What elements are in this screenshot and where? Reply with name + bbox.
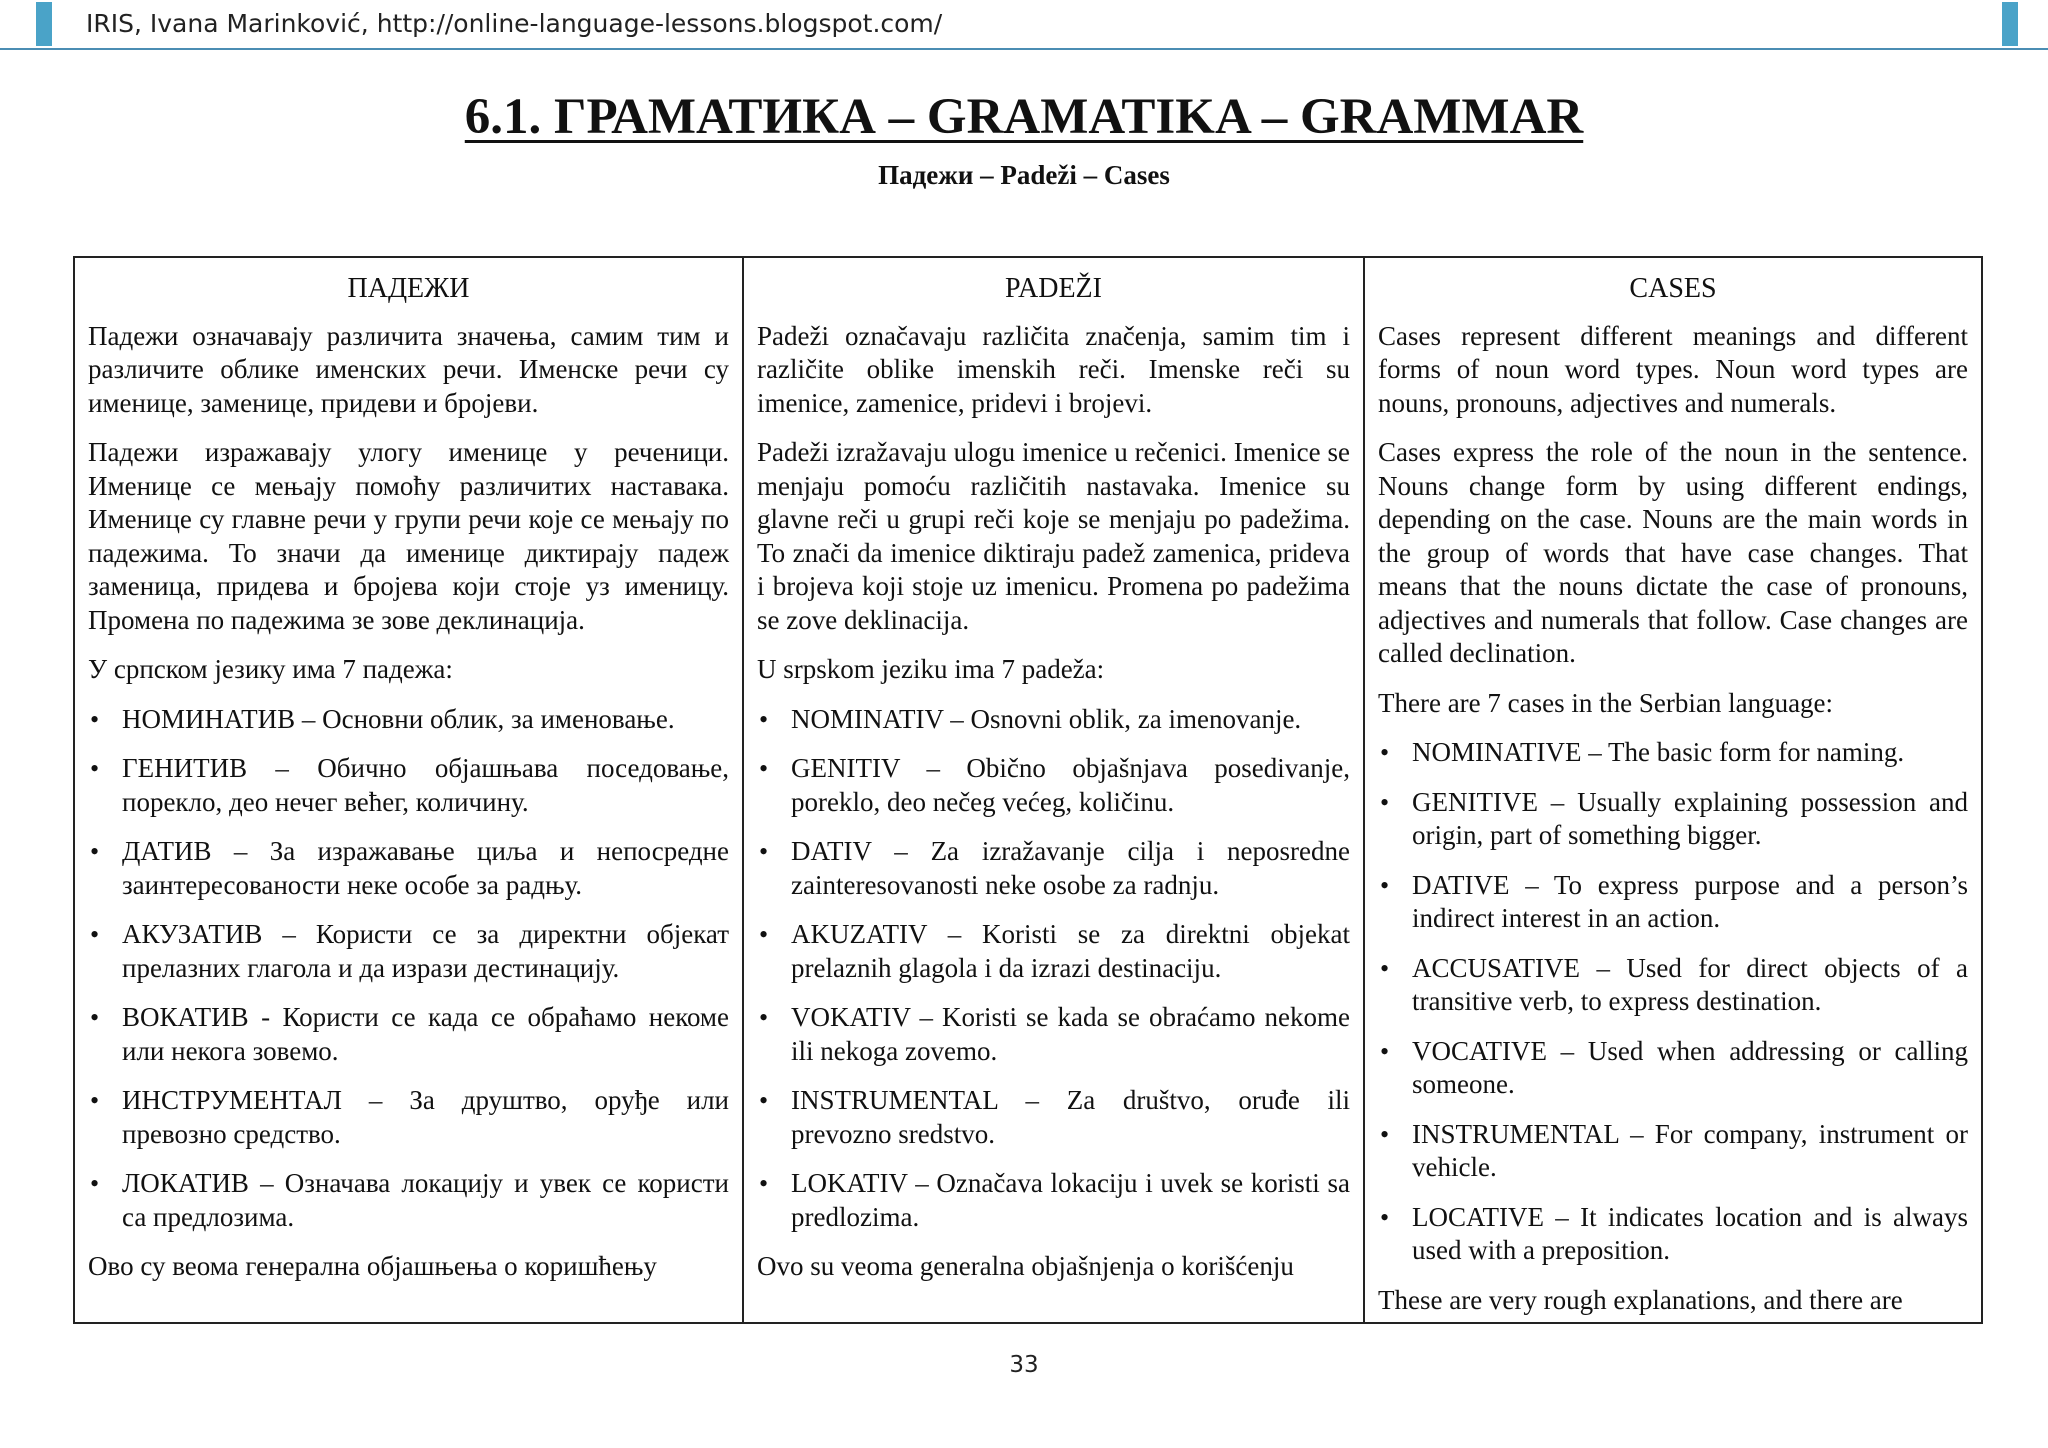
list-item: • ACCUSATIVE – Used for direct objects of a transitive verb, to express destination. [1378,952,1968,1019]
list-item: • LOKATIV – Označava lokaciju i uvek se koristi sa predlozima. [757,1167,1350,1234]
column-heading: ПАДЕЖИ [347,273,470,304]
paragraph-closing: These are very rough explanations, and there are [1378,1284,1903,1315]
list-item: • AKUZATIV – Koristi se za direktni objekat prelaznih glagola i da izrazi destinaciju. [757,918,1350,985]
list-item: • ЛОКАТИВ – Означава локацију и увек се користи са предлозима. [88,1167,729,1234]
list-item: • NOMINATIVE – The basic form for naming. [1378,736,1968,770]
cases-list [1378,736,1968,1268]
page-subtitle: Падежи – Padeži – Cases [878,160,1170,190]
paragraph-count: У српском језику има 7 падежа: [88,654,453,684]
list-item: • ИНСТРУМЕНТАЛ – За друштво, оруђе или превозно средство. [88,1084,729,1151]
page-number: 33 [1009,1352,1039,1378]
column-english [1364,257,1982,1323]
list-item: • VOKATIV – Koristi se kada se obraćamo nekome ili nekoga zovemo. [757,1001,1350,1068]
column-latin [743,257,1364,1323]
header-accent-bar-right [2002,2,2018,46]
list-item: • DATIVE – To express purpose and a person’s indirect interest in an action. [1378,869,1968,936]
paragraph-role: Padeži izražavaju ulogu imenice u rečenici. Imenice se menjaju pomoću različitih nastavaka. Imenice su glavne reči u grupi reči koje se menjaju po padežima. To znači da imenice diktiraju padež zamenica, prideva i brojeva koji stoje uz imenicu. Promena po padežima se zove deklinacija. [757,437,1350,635]
column-heading: CASES [1629,273,1717,304]
paragraph-intro: Cases represent different meanings and different forms of noun word types. Noun word types are nouns, pronouns, adjectives and numerals. [1378,320,1968,418]
header-author-line: IRIS, Ivana Marinković, http://online-language-lessons.blogspot.com/ [86,9,943,38]
list-item: • INSTRUMENTAL – For company, instrument or vehicle. [1378,1118,1968,1185]
list-item: • GENITIVE – Usually explaining possession and origin, part of something bigger. [1378,786,1968,853]
list-item: • НОМИНАТИВ – Основни облик, за именовање. [88,703,729,737]
paragraph-count: There are 7 cases in the Serbian language: [1378,687,1834,718]
page-header [0,0,2048,50]
header-accent-bar-left [36,2,52,46]
paragraph-role: Падежи изражавају улогу именице у реченици. Именице се мењају помоћу различитих наставака. Именице су главне речи у групи речи које се мењају по падежима. То значи да именице диктирају падеж заменица, придева и бројева који стоје уз именицу. Промена по падежима зе зове деклинација. [88,437,729,635]
list-item: • GENITIV – Obično objašnjava posedivanje, poreklo, deo nečeg većeg, količinu. [757,752,1350,819]
paragraph-intro: Падежи означавају различита значења, самим тим и различите облике именских речи. Именске речи су именице, заменице, придеви и бројеви. [88,320,729,418]
paragraph-closing: Ово су веома генерална објашњења о коришћењу [88,1251,657,1281]
paragraph-intro: Padeži označavaju različita značenja, samim tim i različite oblike imenskih reči. Imenske reči su imenice, zamenice, pridevi i brojevi. [757,320,1350,418]
list-item: • VOCATIVE – Used when addressing or calling someone. [1378,1035,1968,1102]
list-item: • ВОКАТИВ - Користи се када се обраћамо некоме или некога зовемо. [88,1001,729,1068]
paragraph-count: U srpskom jeziku ima 7 padeža: [757,654,1105,684]
cases-list [757,703,1350,1235]
list-item: • LOCATIVE – It indicates location and is always used with a preposition. [1378,1201,1968,1268]
page-title: 6.1. ГРАМАТИКА – GRAMATIKA – GRAMMAR [464,89,1584,145]
column-heading: PADEŽI [1005,273,1102,304]
paragraph-role: Cases express the role of the noun in the sentence. Nouns change form by using different endings, depending on the case. Nouns are the main words in the group of words that have case changes. That means that the nouns dictate the case of pronouns, adjectives and numerals that follow. Case changes are called declination. [1378,437,1968,668]
list-item: • DATIV – Za izražavanje cilja i neposredne zainteresovanosti neke osobe za radnju. [757,835,1350,902]
list-item: • INSTRUMENTAL – Za društvo, oruđe ili prevozno sredstvo. [757,1084,1350,1151]
list-item: • NOMINATIV – Osnovni oblik, za imenovanje. [757,703,1350,737]
list-item: • ДАТИВ – За изражавање циља и непосредне заинтересованости неке особе за радњу. [88,835,729,902]
cases-list [88,703,729,1235]
cases-table [73,256,1983,1324]
list-item: • ГЕНИТИВ – Обично објашњава поседовање, порекло, део нечег већег, количину. [88,752,729,819]
column-cyrillic [74,257,743,1323]
paragraph-closing: Ovo su veoma generalna objašnjenja o korišćenju [757,1251,1294,1281]
list-item: • АКУЗАТИВ – Користи се за директни објекат прелазних глагола и да изрази дестинацију. [88,918,729,985]
